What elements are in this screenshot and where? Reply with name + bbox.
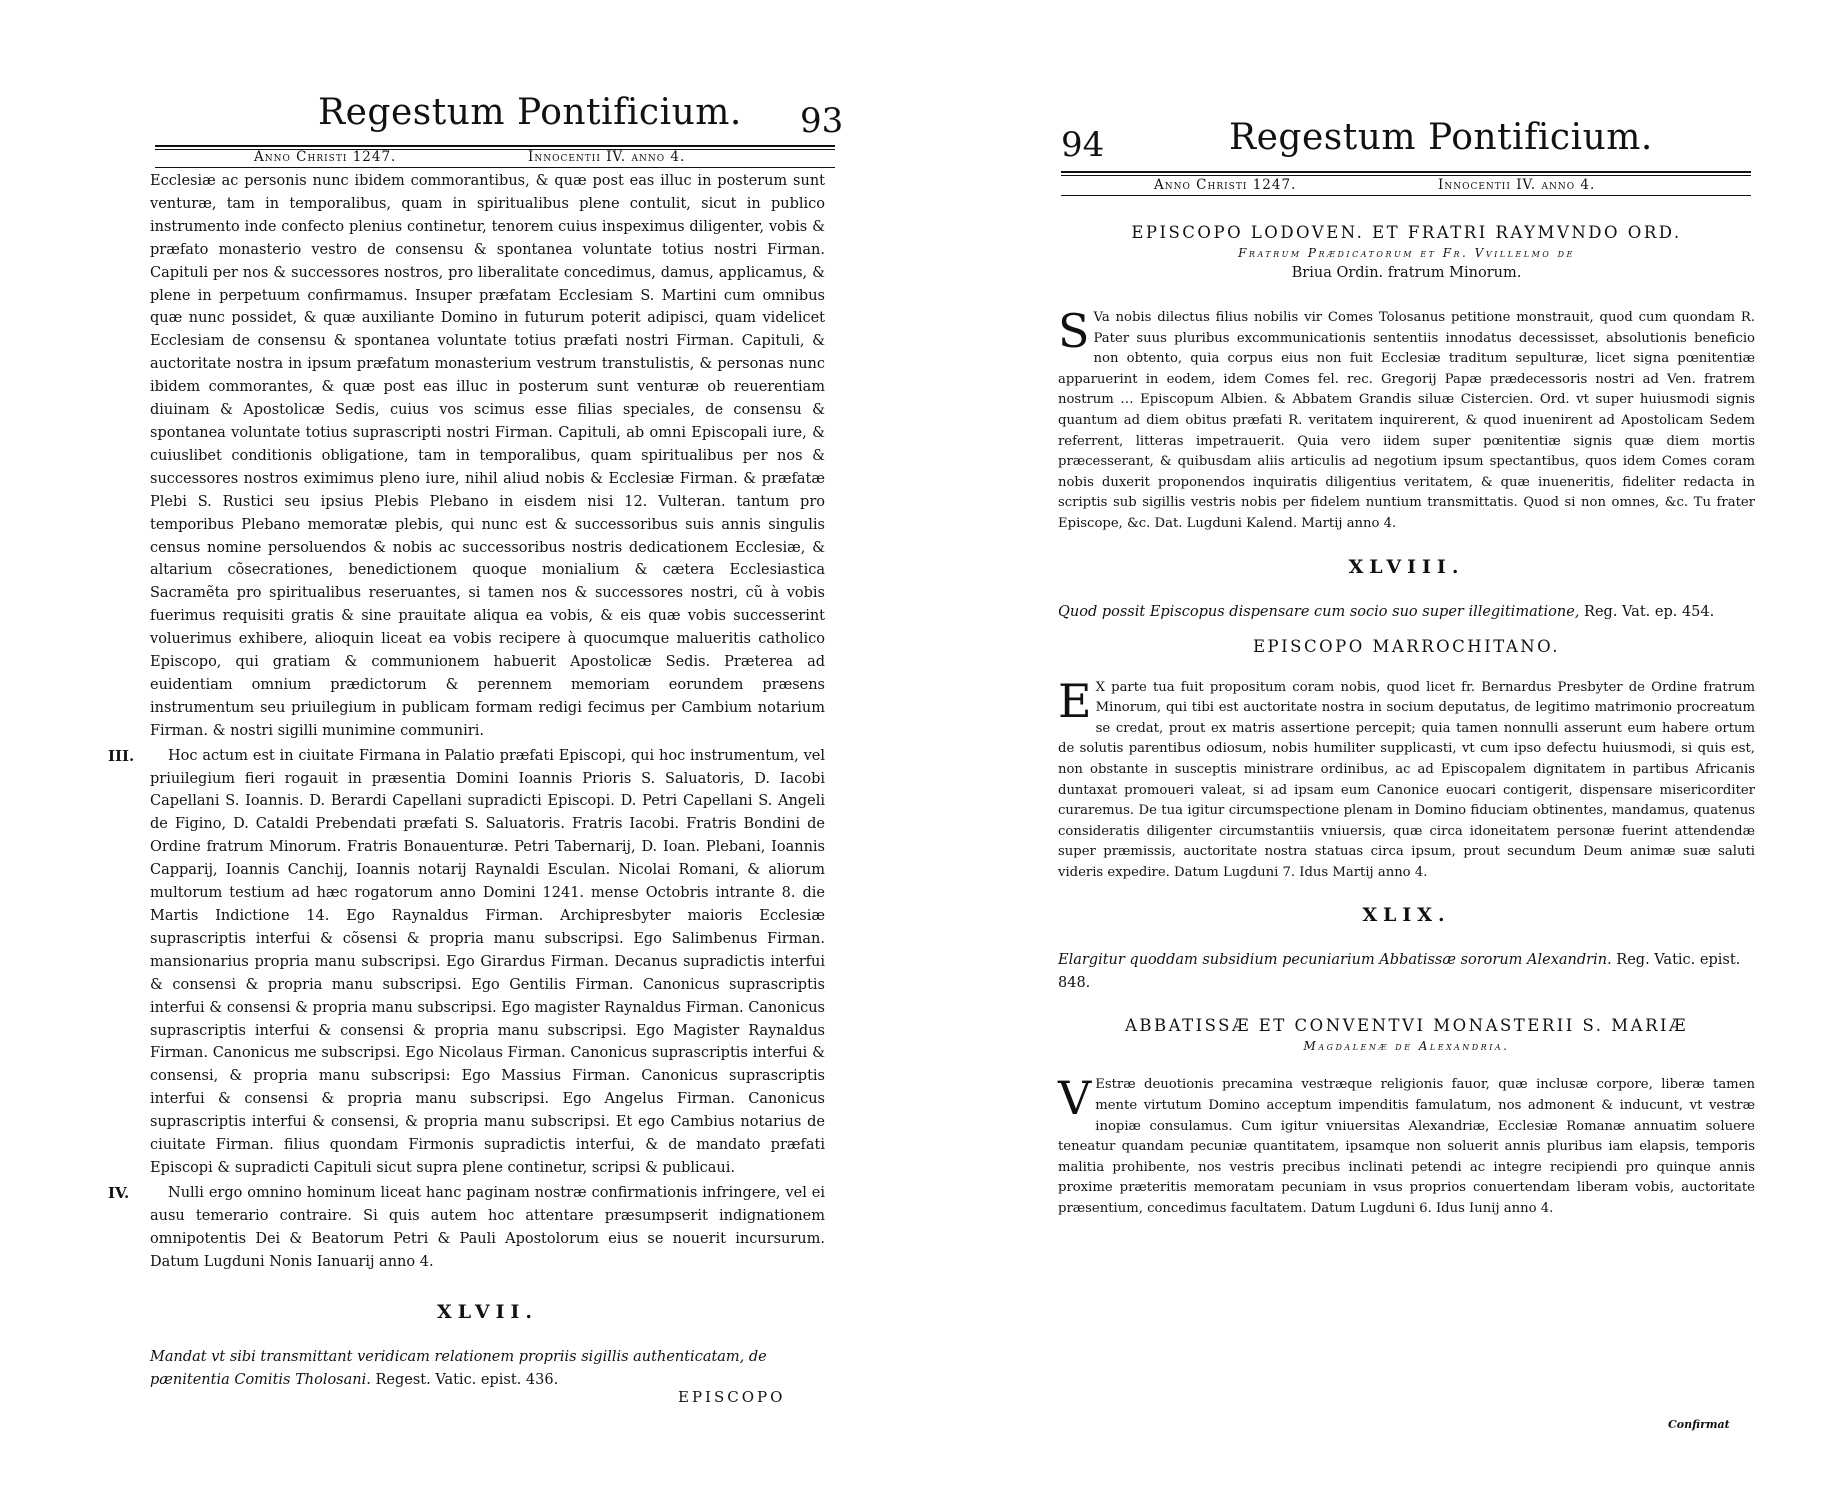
subhead-year-right: Anno Christi 1247.: [1154, 177, 1297, 193]
rubric-reference: Regest. Vatic. epist. 436.: [375, 1371, 559, 1388]
head-rule-right: [1061, 171, 1751, 176]
letter1-initial: S: [1058, 304, 1090, 358]
rubric-text: Mandat vt sibi transmittant veridicam relationem propriis sigillis authenticatam, de pænitentia Comitis Tholosani.: [150, 1348, 767, 1388]
letter2-initial: E: [1058, 673, 1092, 728]
item-number: IV.: [108, 1183, 130, 1202]
section-number-xlvii: XLVII.: [437, 1300, 538, 1323]
letter1-address-line3: Briua Ordin. fratrum Minorum.: [1291, 265, 1522, 281]
letter3-text: Estræ deuotionis precamina vestræque religionis fauor, quæ inclusæ corpore, liberæ tamen mente virtutum Domino acceptum impenditis famulatum, nos admonent & inducunt, vt vestræ inopiæ consulamus. Cum igitur vniuersitas Alexandriæ, Ecclesiæ Romanæ annuatim soluere teneatur quandam pecuniæ quantitatem, ipsamque non soluerit annis pluribus iam elapsis, temporis malitia prohibente, nos vestris precibus inclinati petendi ac integre recipiendi pro quinque annis proxime præteritis memoratam pecuniam in vsus proprios conuertendam liberam vobis, auctoritate præsentium, concedimus facultatem. Datum Lugduni 6. Idus Iunij anno 4.: [1058, 1077, 1755, 1217]
rubric-text: Elargitur quoddam subsidium pecuniarium Abbatissæ sororum Alexandrin.: [1058, 952, 1612, 969]
letter2-address: EPISCOPO MARROCHITANO.: [1253, 636, 1560, 656]
continuation-paragraph: Ecclesiæ ac personis nunc ibidem commorantibus, & quæ post eas illuc in posterum sunt venturæ, tam in temporalibus, quam in spiritualibus plene contulit, sicut in publico instrumento inde confecto plenius continetur, tenorem cuius inspeximus diligenter, vobis & præfato monasterio vestro de consensu & spontanea voluntate totius nostri Firman. Capituli per nos & successores nostros, pro liberalitate concedimus, damus, applicamus, & plene in perpetuum confirmamus. Insuper præfatam Ecclesiam S. Martini cum omnibus quæ nunc possidet, & quæ auxiliante Domino in futurum poterit adipisci, quam videlicet Ecclesiam de consensu & spontanea voluntate totius præfati nostri Firman. Capituli, & auctoritate nostra in ipsum præfatum monasterium vestrum transtulistis, & personas nunc ibidem commorantes, & quæ post eas illuc in posterum sunt venturæ ob reuerentiam diuinam & Apostolicæ Sedis, cuius vos scimus esse filias speciales, de consensu & spontanea voluntate totius suprascripti nostri Firman. Capituli, ab omni Episcopali iure, & cuiuslibet conditionis obligatione, tam in temporalibus, quam spiritualibus per nos & successores nostros eximimus pleno iure, nihil aliud nobis & Ecclesiæ Firman. & præfatæ Plebi S. Rustici seu ipsius Plebis Plebano in eisdem nisi 12. Vulteran. tantum pro temporibus Plebano memoratæ plebis, qui nunc est & successoribus suis annis singulis census nomine persoluendos & nobis ac successoribus nostris dedicationem Ecclesiæ, & altarium cõsecrationes, benedictionem quoque monialium & cætera Ecclesiastica Sacramẽta pro spiritualibus reseruantes, si tamen nos & successores nostri, cũ à vobis fuerimus requisiti gratis & sine prauitate aliqua ea vobis, & eis quæ vobis successerint voluerimus exhibere, alioquin liceat ea vobis recipere à quocumque malueritis catholico Episcopo, qui gratiam & communionem habuerit Apostolicæ Sedis. Præterea ad euidentiam omnium prædictorum & perennem memoriam eorundem præsens instrumentum seu priuilegium in publicam formam redigi fecimus per Cambium notarium Firman. & nostri sigilli munimine communiri.: [150, 173, 825, 739]
subhead-rule-right: [1061, 195, 1751, 196]
running-head-right: Regestum Pontificium.: [1229, 117, 1653, 158]
section-number-xlviii: XLVIII.: [1348, 555, 1465, 578]
folio-number-left: 93: [800, 101, 844, 141]
letter3-initial: V: [1058, 1071, 1092, 1126]
letter1-text: Va nobis dilectus filius nobilis vir Comes Tolosanus petitione monstrauit, quod cum quondam R. Pater suus pluribus excommunicationis sententiis innodatus decessisset, absolutionis beneficio non obtento, quia corpus eius non fuit Ecclesiæ traditum sepulturæ, licet signa pœnitentiæ apparuerint in eodem, idem Comes fel. rec. Gregorij Papæ prædecessoris nostri ad Ven. fratrem nostrum … Episcopum Albien. & Abbatem Grandis siluæ Cistercien. Ord. vt super huiusmodi signis quantum ad diem obitus præfati R. veritatem inquirerent, & quod inuenirent ad Apostolicam Sedem referrent, litteras impetrauerit. Quia vero iidem super pœnitentiæ signis quæ diem mortis præcesserant, & quibusdam aliis articulis ad negotium ipsum spectantibus, quos idem Comes coram nobis duxerit proponendos inquiratis diligentius veritatem, & quæ inueneritis, fideliter redacta in scriptis sub sigillis vestris nobis per fidelem nuntium transmittatis. Quod si non omnes, &c. Tu frater Episcope, &c. Dat. Lugduni Kalend. Martij anno 4.: [1058, 310, 1755, 531]
item-iv: [108, 1182, 825, 1274]
subhead-year-left: Anno Christi 1247.: [254, 149, 397, 165]
catchword-left: EPISCOPO: [678, 1388, 786, 1406]
item-text: Nulli ergo omnino hominum liceat hanc paginam nostræ confirmationis infringere, vel ei ausu temerario contraire. Si quis autem hoc attentare præsumpserit indignationem omnipotentis Dei & Beatorum Petri & Pauli Apostolorum eius se nouerit incursurum. Datum Lugduni Nonis Ianuarij anno 4.: [150, 1184, 825, 1270]
item-number: III.: [108, 746, 135, 765]
left-text-column: [108, 170, 825, 1392]
subhead-rule-left: [155, 167, 835, 168]
item-iii: [108, 745, 825, 1180]
letter3-address-line2: Magdalenæ de Alexandria.: [1303, 1039, 1510, 1054]
item-text: Hoc actum est in ciuitate Firmana in Palatio præfati Episcopi, qui hoc instrumentum, vel priuilegium fieri rogauit in præsentia Domini Ioannis Prioris S. Saluatoris, D. Iacobi Capellani S. Ioannis. D. Berardi Capellani supradicti Episcopi. D. Petri Capellani S. Angeli de Figino, D. Cataldi Prebendati præfati S. Saluatoris. Fratris Iacobi. Fratris Bondini de Ordine fratrum Minorum. Fratris Bonauenturæ. Petri Tabernarij, D. Ioan. Plebani, Ioannis Capparij, Ioannis Canchij, Ioannis notarij Raynaldi Esculan. Nicolai Romani, & aliorum multorum testium ad hæc rogatorum anno Domini 1241. mense Octobris intrante 8. die Martis Indictione 14. Ego Raynaldus Firman. Archipresbyter maioris Ecclesiæ suprascriptis interfui & cõsensi & propria manu subscripsi. Ego Salimbenus Firman. mansionarius propria manu subscripsi. Ego Girardus Firman. Decanus supradictis interfui & consensi & propria manu subscripsi. Ego Gentilis Firman. Canonicus suprascriptis interfui & consensi & propria manu subscripsi. Ego magister Raynaldus Firman. Canonicus suprascriptis interfui & consensi & propria manu subscripsi. Ego Magister Raynaldus Firman. Canonicus me subscripsi. Ego Nicolaus Firman. Canonicus suprascriptis interfui & consensi, & propria manu subscripsi: Ego Massius Firman. Canonicus suprascriptis interfui & consensi & propria manu subscripsi. Ego Angelus Firman. Canonicus suprascriptis interfui & consensi, & propria manu subscripsi. Et ego Cambius notarius de ciuitate Firman. filius quondam Firmonis supradictis interfui, & de mandato præfati Episcopi & supradicti Capituli sicut supra plene continetur, scripsi & publicaui.: [150, 747, 825, 1176]
letter1-body: [1058, 304, 1755, 535]
letter2-text: X parte tua fuit propositum coram nobis, quod licet fr. Bernardus Presbyter de Ordine fratrum Minorum, qui tibi est auctoritate nostra in socium deputatus, de legitimo matrimonio procreatum se credat, prout ex matris assertione percepit; quia tamen nonnulli asserunt eum habere ortum de solutis parentibus odiosum, nobis humiliter supplicasti, vt cum ipso defectu huiusmodi, si quis est, non obstante in susceptis ministrare ordinibus, ac ad Episcopalem dignitatem in partibus Africanis duntaxat promoueri valeat, si ad ipsam eum Canonice euocari contigerit, dispensare misericorditer curaremus. De tua igitur circumspectione plenam in Domino fiduciam obtinentes, mandamus, quatenus consideratis diligenter circumstantiis vniuersis, quæ circa idoneitatem personæ fuerint attendendæ super præmissis, auctoritate nostra statuas circa ipsum, prout secundum Deum animæ suæ saluti videris expedire. Datum Lugduni 7. Idus Martij anno 4.: [1058, 679, 1755, 880]
subhead-pontiff-left: Innocentii IV. anno 4.: [528, 149, 686, 165]
section-number-xlix: XLIX.: [1362, 904, 1451, 927]
running-head-left: Regestum Pontificium.: [318, 92, 742, 133]
catchword-right: Confirmat: [1668, 1418, 1730, 1431]
letter1-address-line1: EPISCOPO LODOVEN. ET FRATRI RAYMVNDO ORD.: [1131, 223, 1682, 242]
rubric-reference: Reg. Vatic. epist. 848.: [1058, 952, 1741, 992]
rubric-text: Quod possit Episcopus dispensare cum socio suo super illegitimatione,: [1058, 603, 1580, 620]
rubric-xlviii: [1058, 601, 1755, 624]
letter1-address-line2: Fratrum Prædicatorum et Fr. Vvillelmo de: [1238, 246, 1575, 260]
letter3-address-line1: ABBATISSÆ ET CONVENTVI MONASTERII S. MARIÆ: [1124, 1016, 1689, 1036]
right-text-column: [1058, 222, 1755, 1220]
letter2-body: [1058, 673, 1755, 884]
letter3-body: [1058, 1071, 1755, 1219]
rubric-xlvii: [150, 1346, 825, 1392]
rubric-reference: Reg. Vat. ep. 454.: [1584, 603, 1715, 620]
right-page: [911, 0, 1822, 1500]
folio-number-right: 94: [1061, 125, 1105, 165]
rubric-xlix: [1058, 949, 1755, 995]
subhead-pontiff-right: Innocentii IV. anno 4.: [1438, 177, 1596, 193]
